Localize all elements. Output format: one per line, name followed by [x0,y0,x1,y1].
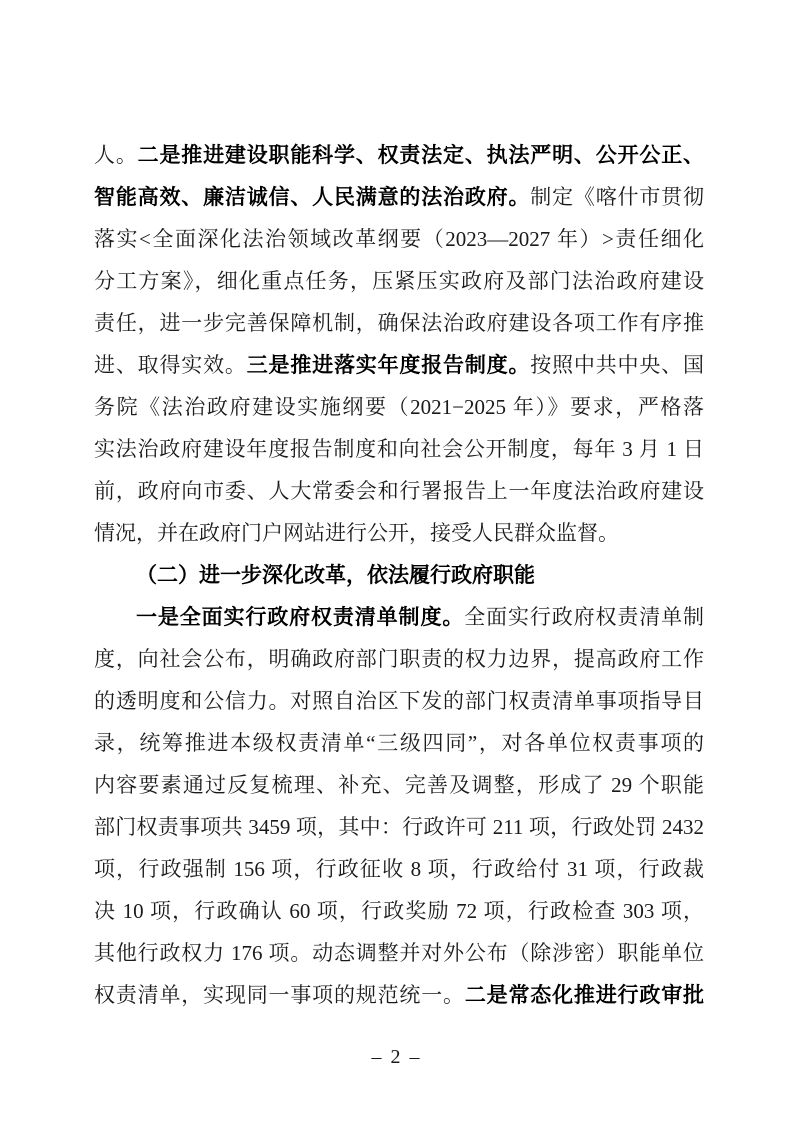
text-line [94,680,704,722]
text-line [94,428,704,470]
text-line [94,932,704,974]
text-line [94,554,704,596]
text-segment: 全面实行政府权责清单制 [464,605,704,629]
text-segment: 的透明度和公信力。对照自治区下发的部门权责清单事项指导目 [94,689,704,713]
text-line [94,344,704,386]
text-lines [94,134,704,1016]
text-line [94,764,704,806]
bold-text-segment: 三是推进落实年度报告制度。 [246,353,531,377]
text-segment: 度，向社会公布，明确政府部门职责的权力边界，提高政府工作 [94,647,704,671]
text-line [94,134,704,176]
bold-text-segment: 二是推进建设职能科学、权责法定、执法严明、公开公正、 [137,143,704,167]
text-segment: 分工方案》，细化重点任务，压紧压实政府及部门法治政府建设 [94,269,704,293]
text-segment: 人。 [94,143,138,167]
text-line [94,890,704,932]
text-segment: 其他行政权力 176 项。动态调整并对外公布（除涉密）职能单位 [94,941,704,965]
text-segment: 权责清单，实现同一事项的规范统一。 [94,983,465,1007]
text-segment: 项，行政强制 156 项，行政征收 8 项，行政给付 31 项，行政裁 [94,857,704,881]
text-segment: 情况，并在政府门户网站进行公开，接受人民群众监督。 [94,521,619,545]
text-segment: 责任，进一步完善保障机制，确保法治政府建设各项工作有序推 [94,311,704,335]
text-segment: 务院《法治政府建设实施纲要（2021−2025 年）》要求，严格落 [94,395,704,419]
text-line [94,512,704,554]
text-line [94,386,704,428]
text-line [94,302,704,344]
text-line [94,260,704,302]
text-line [94,722,704,764]
text-segment: 制定《喀什市贯彻 [530,185,704,209]
bold-text-segment: 二是常态化推进行政审批 [464,983,704,1007]
text-line [94,596,704,638]
text-line [94,974,704,1016]
text-line [94,806,704,848]
text-segment: 实法治政府建设年度报告制度和向社会公开制度，每年 3 月 1 日 [94,437,704,461]
text-line [94,848,704,890]
bold-text-segment: （二）进一步深化改革，依法履行政府职能 [136,563,535,587]
text-segment: 录，统筹推进本级权责清单“三级四同”，对各单位权责事项的 [94,731,704,755]
text-segment: 内容要素通过反复梳理、补充、完善及调整，形成了 29 个职能 [94,773,704,797]
text-segment: 进、取得实效。 [94,353,247,377]
text-line [94,218,704,260]
text-line [94,470,704,512]
text-segment: 部门权责事项共 3459 项，其中：行政许可 211 项，行政处罚 2432 [94,815,704,839]
text-line [94,176,704,218]
text-segment: 决 10 项，行政确认 60 项，行政奖励 72 项，行政检查 303 项， [94,899,704,923]
text-segment: 按照中共中央、国 [530,353,704,377]
text-line [94,638,704,680]
text-segment: 前，政府向市委、人大常委会和行署报告上一年度法治政府建设 [94,479,704,503]
bold-text-segment: 一是全面实行政府权责清单制度。 [136,605,465,629]
bold-text-segment: 智能高效、廉洁诚信、人民满意的法治政府。 [94,185,531,209]
page-number: – 2 – [371,1046,422,1068]
text-segment: 落实<全面深化法治领域改革纲要（2023—2027 年）>责任细化 [94,227,704,251]
